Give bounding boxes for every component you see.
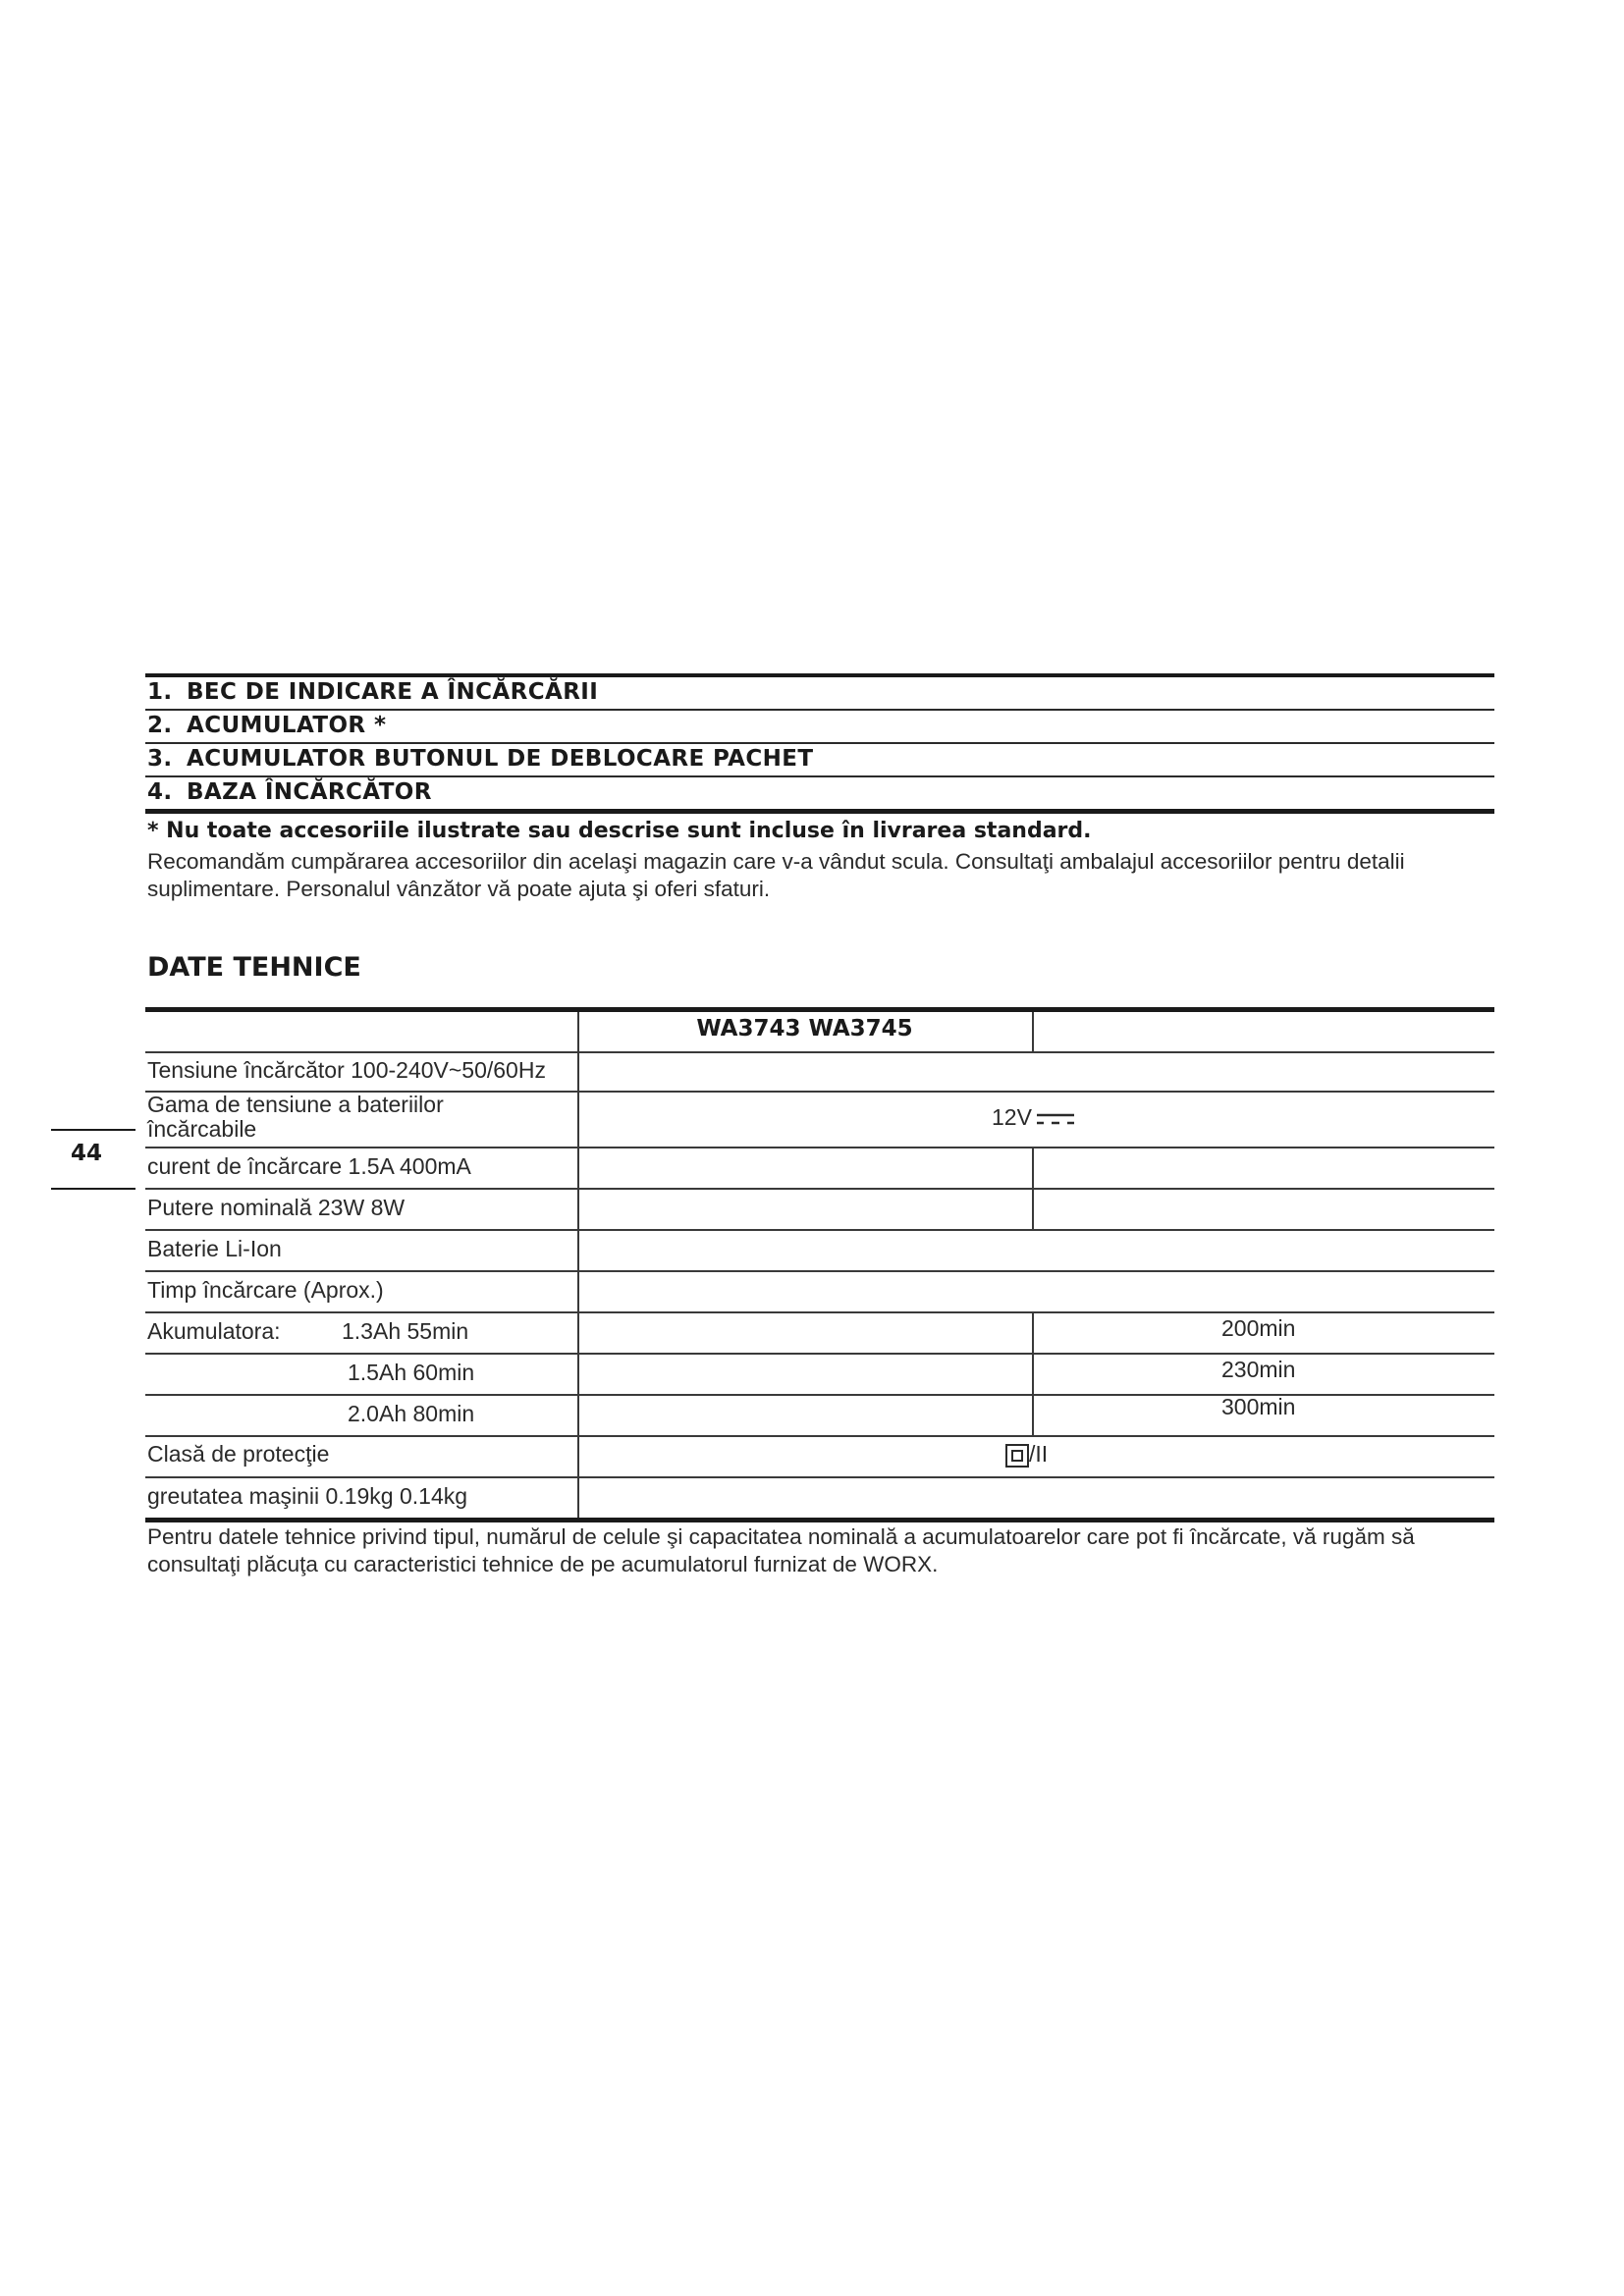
protection-class-label: Clasă de protecţie bbox=[147, 1441, 330, 1467]
akku-time-2-alt: 230min bbox=[1221, 1357, 1296, 1382]
battery-type-label: Baterie Li-Ion bbox=[147, 1236, 282, 1261]
akku-capacity-2: 1.5Ah 60min bbox=[348, 1360, 475, 1385]
page-number-rule bbox=[51, 1188, 135, 1190]
battery-voltage-range-label: Gama de tensiune a bateriilor încărcabile bbox=[147, 1092, 444, 1142]
akku-capacity-1: 1.3Ah 55min bbox=[342, 1318, 469, 1344]
rated-power-label: Putere nominală 23W 8W bbox=[147, 1195, 406, 1220]
weight-label: greutatea maşinii 0.19kg 0.14kg bbox=[147, 1483, 468, 1509]
battery-voltage-value: 12V bbox=[992, 1104, 1075, 1131]
akku-time-1-alt: 200min bbox=[1221, 1315, 1296, 1341]
parts-list bbox=[145, 673, 1494, 814]
accessories-note-body: Recomandăm cumpărarea accesoriilor din acelaşi magazin care v-a vândut scula. Consultaţi ambalajul accesoriilor pentru detalii suplimentare. Personalul vânzător vă poate ajuta şi oferi sfaturi. bbox=[147, 849, 1405, 901]
model-header: WA3743 WA3745 bbox=[696, 1016, 913, 1041]
table-row bbox=[145, 1313, 1494, 1355]
part-number: 1. bbox=[147, 679, 173, 705]
part-item bbox=[145, 742, 1494, 775]
part-number: 4. bbox=[147, 779, 173, 805]
table-header-row bbox=[145, 1007, 1494, 1053]
protection-class-value: /II bbox=[1005, 1441, 1048, 1468]
parts-divider bbox=[145, 809, 1494, 814]
footer-note: Pentru datele tehnice privind tipul, numărul de celule şi capacitatea nominală a acumulatoarelor care pot fi încărcate, vă rugăm să consultaţi plăcuţa cu caracteristici tehnice de pe acumulatorul furnizat de WORX. bbox=[147, 1524, 1415, 1576]
charge-current-label: curent de încărcare 1.5A 400mA bbox=[147, 1153, 471, 1179]
part-label: BEC DE INDICARE A ÎNCĂRCĂRII bbox=[187, 679, 599, 705]
part-item bbox=[145, 673, 1494, 709]
spec-table bbox=[145, 1007, 1494, 1522]
part-label: ACUMULATOR BUTONUL DE DEBLOCARE PACHET bbox=[187, 746, 814, 772]
charger-voltage-label: Tensiune încărcător 100-240V~50/60Hz bbox=[147, 1057, 546, 1083]
part-item bbox=[145, 775, 1494, 809]
table-row bbox=[145, 1190, 1494, 1231]
page-number: 44 bbox=[71, 1141, 103, 1166]
table-row bbox=[145, 1231, 1494, 1272]
table-row bbox=[145, 1396, 1494, 1437]
part-item bbox=[145, 709, 1494, 742]
dc-current-icon bbox=[1036, 1112, 1075, 1126]
section-heading: DATE TEHNICE bbox=[147, 952, 361, 983]
table-row bbox=[145, 1437, 1494, 1478]
table-row bbox=[145, 1093, 1494, 1148]
table-row bbox=[145, 1148, 1494, 1190]
part-number: 2. bbox=[147, 713, 173, 738]
table-row bbox=[145, 1272, 1494, 1313]
accessories-note-title: * Nu toate accesoriile ilustrate sau descrise sunt incluse în livrarea standard. bbox=[147, 819, 1092, 843]
part-number: 3. bbox=[147, 746, 173, 772]
table-row bbox=[145, 1478, 1494, 1522]
page-number-rule bbox=[51, 1129, 135, 1131]
part-label: BAZA ÎNCĂRCĂTOR bbox=[187, 779, 432, 805]
part-label: ACUMULATOR * bbox=[187, 713, 387, 738]
akku-time-3-alt: 300min bbox=[1221, 1394, 1296, 1419]
table-row bbox=[145, 1355, 1494, 1396]
double-insulation-icon bbox=[1005, 1444, 1029, 1468]
table-row bbox=[145, 1053, 1494, 1093]
charge-time-label: Timp încărcare (Aprox.) bbox=[147, 1277, 384, 1303]
akku-capacity-3: 2.0Ah 80min bbox=[348, 1401, 475, 1426]
akku-label: Akumulatora: bbox=[147, 1318, 281, 1344]
